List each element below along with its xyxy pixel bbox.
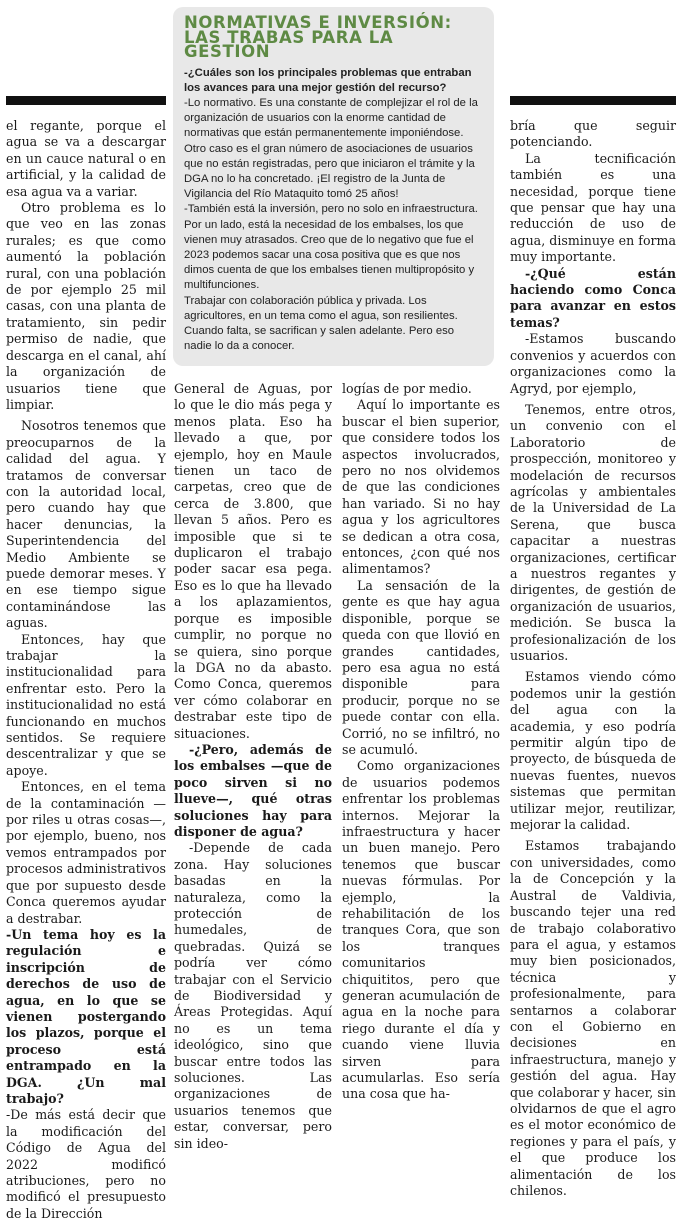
paragraph: Entonces, en el tema de la contaminación —por riles u otras cosas—, por ejemplo, bueno, nos vemos entrampados por procesos administrativos que por supuesto desde Conca queremos ayudar a destrabar.: [6, 779, 166, 926]
paragraph: General de Aguas, por lo que le dio más pega y menos plata. Eso ha llevado a que, por ejemplo, hoy en Maule tienen un taco de carpetas, creo que de cerca de 3.800, que llevan 5 años. Pero es imposible que si te duplicaron el trabajo poder sacar esa pega. Eso es lo que ha llevado a los aplazamientos, porque es imposible cumplir, no porque no se quiera, sino porque la DGA no da abasto. Como Conca, queremos ver cómo colaborar en destrabar este tipo de situaciones.: [174, 381, 332, 741]
paragraph: Aquí lo importante es buscar el bien superior, que considere todos los aspectos involucrados, pero no nos olvidemos de que las condiciones han variado. Si no hay agua y los agricultores se dedican a otra cosa, entonces, ¿con qué nos alimentamos?: [342, 397, 500, 577]
question: -Un tema hoy es la regulación e inscripción de derechos de uso de agua, en lo que se vienen postergando los plazos, porque el proceso está entrampado en la DGA. ¿Un mal trabajo?: [6, 926, 166, 1106]
paragraph: logías de por medio.: [342, 381, 472, 396]
box-text: [184, 66, 484, 355]
paragraph: Estamos viendo cómo podemos unir la gestión del agua con la academia, y eso podría permitir algún tipo de proyecto, de búsqueda de nuevas fuentes, nuevos sistemas que permitan utilizar mejor, reutilizar, mejorar la calidad.: [510, 669, 676, 833]
question: -¿Pero, además de los embalses —que de poco sirven si no llueve—, qué otras soluciones hay para disponer de agua?: [174, 741, 332, 839]
column-3: [342, 381, 500, 1103]
box-paragraph: -También está la inversión, pero no solo en infraestructura. Por un lado, está la necesidad de los embalses, los que vienen muy atrasados. Creo que de lo negativo que fue el 2023 podemos sacar una cosa positiva que es que nos dimos cuenta de que los embalses tienen multipropósito y multifunciones.: [184, 203, 478, 292]
column-4: [510, 118, 676, 1199]
box-paragraph: -Lo normativo. Es una constante de complejizar el rol de la organización de usuarios con la enorme cantidad de normativas que están permanentemente imponiéndose. Otro caso es el gran número de asociaciones de usuarios que no están registradas, pero que iniciaron el trámite y la DGA no lo ha concretado. ¡El registro de la Junta de Vigilancia del Río Mataquito tomó 25 años!: [184, 96, 478, 201]
answer: -De más está decir que la modificación del Código de Agua del 2022 modificó atribuciones, pero no modificó el presupuesto de la Dirección: [6, 1107, 166, 1221]
answer: -Depende de cada zona. Hay soluciones basadas en la naturaleza, como la protección de humedales, de quebradas. Quizá se podría ver cómo trabajar con el Servicio de Biodiversidad y Áreas Protegidas. Aquí no es un tema ideológico, sino que buscar entre todos las soluciones. Las organizaciones de usuarios tenemos que estar, conversar, pero sin ideo-: [174, 840, 332, 1151]
right-rule: [510, 96, 676, 105]
box-title: NORMATIVAS E INVERSIÓN: LAS TRABAS PARA LA GESTIÓN: [184, 13, 452, 61]
box-question: -¿Cuáles son los principales problemas que entraban los avances para una mejor gestión del recurso?: [184, 66, 472, 94]
paragraph: bría que seguir potenciando.: [510, 118, 676, 150]
paragraph: La sensación de la gente es que hay agua disponible, porque se queda con que llovió en grandes cantidades, pero esa agua no está disponible para producir, porque no se puede contar con ella. Corrió, no se infiltró, no se acumuló.: [342, 577, 500, 757]
paragraph: Como organizaciones de usuarios podemos enfrentar los problemas internos. Mejorar la infraestructura y hacer un buen manejo. Pero tenemos que buscar nuevas fórmulas. Por ejemplo, la rehabilitación de los tranques Cora, que son los tranques comunitarios chiquititos, pero que generan acumulación de agua en la noche para riego durante el día y cuando viene lluvia sirven para acumularlas. Eso sería una cosa que ha-: [342, 758, 500, 1102]
paragraph: La tecnificación también es una necesidad, porque tiene que pensar que hay una reducción de uso de agua, disminuye en forma muy importante.: [510, 150, 676, 265]
paragraph: Otro problema es lo que veo en las zonas rurales; es que como aumentó la población rural, con una población de por ejemplo 25 mil casas, con una planta de tratamiento, sin pedir permiso de nadie, que descarga en el canal, ahí la organización de usuarios tiene que limpiar.: [6, 200, 166, 412]
box-paragraph: Trabajar con colaboración pública y privada. Los agricultores, en un tema como el agua, son resilientes. Cuando falta, se sacrifican y salen adelante. Pero eso nadie lo da a conocer.: [184, 294, 458, 353]
left-rule: [6, 96, 166, 105]
answer: -Estamos buscando convenios y acuerdos con organizaciones como la Agryd, por ejemplo,: [510, 331, 676, 396]
question: -¿Qué están haciendo como Conca para avanzar en estos temas?: [510, 265, 676, 330]
paragraph: el regante, porque el agua se va a descargar en un cauce natural o en artificial, y la calidad de esa agua va a variar.: [6, 118, 166, 199]
column-1: [6, 118, 166, 1222]
paragraph: Entonces, hay que trabajar la institucionalidad para enfrentar esto. Pero la institucionalidad no está funcionando en muchos sentidos. Se requiere descentralizar y que se apoye.: [6, 631, 166, 778]
paragraph: Tenemos, entre otros, un convenio con el Laboratorio de prospección, monitoreo y modelación de recursos agrícolas y ambientales de la Universidad de La Serena, que busca capacitar a nuestras organizaciones, certificar a nuestros regantes y dirigentes, de gestión de organización de usuarios, medición. Se busca la profesionalización de los usuarios.: [510, 401, 676, 663]
column-2: [174, 381, 332, 1152]
sidebar-box: [173, 7, 494, 366]
paragraph: Nosotros tenemos que preocuparnos de la calidad del agua. Y tratamos de conversar con la autoridad local, pero cuando hay que hacer denuncias, la Superintendencia del Medio Ambiente se puede demorar meses. Y en ese tiempo sigue contaminándose las aguas.: [6, 418, 166, 631]
paragraph: Estamos trabajando con universidades, como la de Concepción y la Austral de Valdivia, buscando tejer una red de trabajo colaborativo para el agua, y estamos muy bien posicionados, técnica y profesionalmente, para sentarnos a colaborar con el Gobierno en decisiones en infraestructura, manejo y gestión del agua. Hay que colaborar y hacer, sin olvidarnos de que el agro es el motor económico de regiones y para el país, y el que produce los alimentación de los chilenos.: [510, 838, 676, 1198]
